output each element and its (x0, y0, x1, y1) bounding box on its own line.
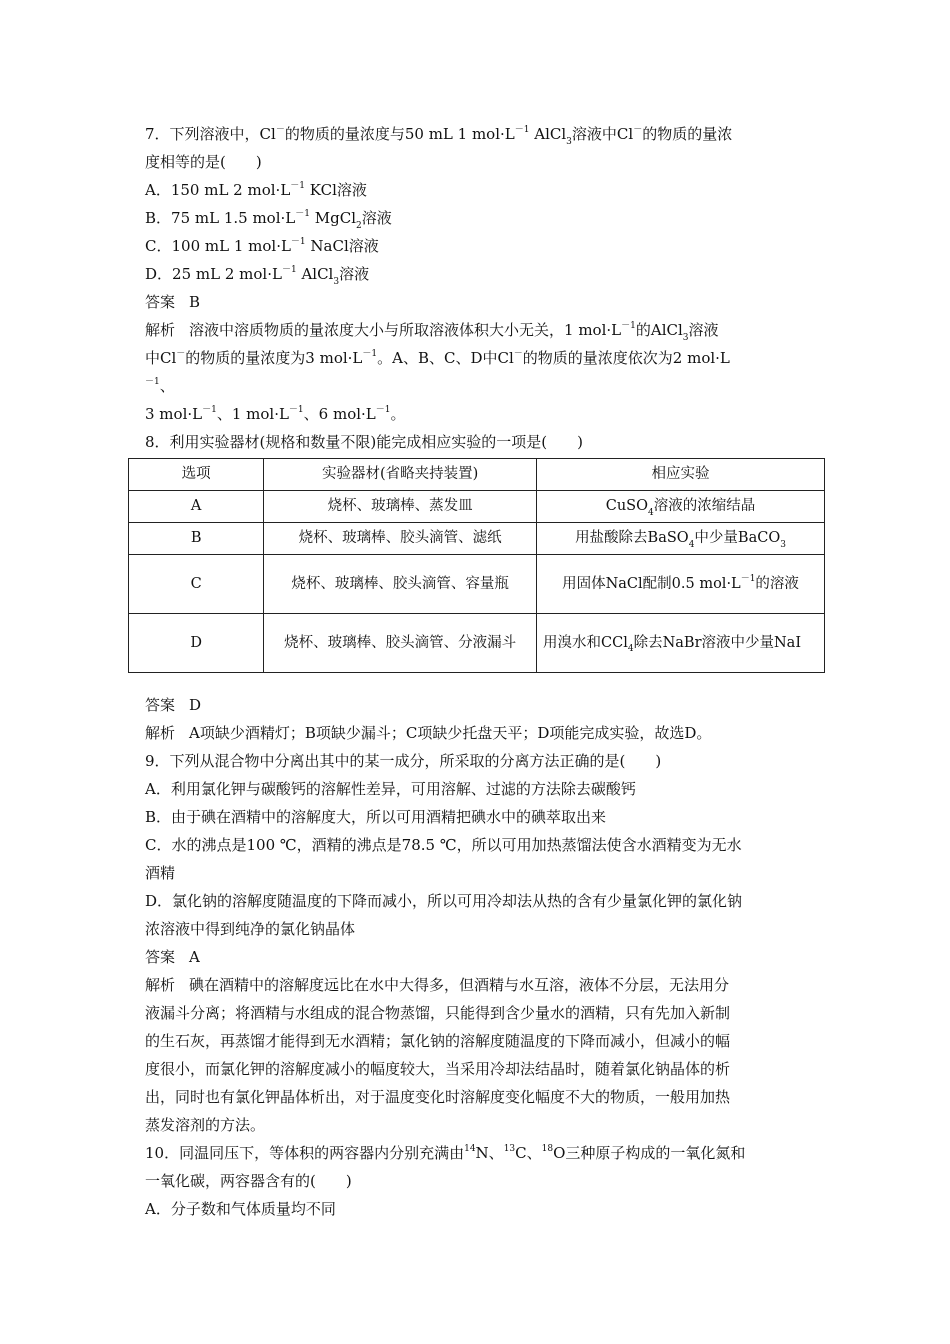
q7-analysis-line2: 中Cl－的物质的量浓度为3 $mol\cdot L^{-1}$。A、B、C、D中Cl－的物质的量浓度依次为2 mol·L (145, 349, 730, 367)
document-page (145, 120, 825, 1223)
q7-option-a: A．150 mL 2 $mol\cdot L^{-1}$ KCl溶液 (145, 181, 367, 199)
table-cell-equipment: 烧杯、玻璃棒、胶头滴管、滤纸 (264, 523, 537, 555)
q7-analysis-line4: 3 $mol\cdot L^{-1}$、1 $mol\cdot L^{-1}$、6 $mol\cdot L^{-1}$。 (145, 405, 406, 423)
table-cell-option: D (129, 614, 264, 673)
table-header-row (129, 459, 825, 491)
table-cell-experiment: CuSO$_4$溶液的浓缩结晶 (537, 491, 825, 523)
q8-answer: 答案 D (145, 696, 202, 714)
table-row (129, 491, 825, 523)
q9-option-c-line2: 酒精 (145, 864, 176, 882)
q9-analysis-line2: 液漏斗分离；将酒精与水组成的混合物蒸馏，只能得到含少量水的酒精，只有先加入新制 (145, 1004, 731, 1022)
table-cell-equipment: 烧杯、玻璃棒、胶头滴管、容量瓶 (264, 555, 537, 614)
q7-answer: 答案 B (145, 293, 201, 311)
q9-analysis-line3: 的生石灰，再蒸馏才能得到无水酒精；氯化钠的溶解度随温度的下降而减小，但减小的幅 (145, 1032, 731, 1050)
q9-option-a: A．利用氯化钾与碳酸钙的溶解性差异，可用溶解、过滤的方法除去碳酸钙 (145, 780, 636, 798)
q7-option-b: B．75 mL 1.5 $mol\cdot L^{-1}$ MgCl$_2$溶液 (145, 209, 392, 231)
q7-analysis-line3: $^{-1}$、 (145, 377, 175, 395)
table-cell-option: B (129, 523, 264, 555)
table-cell-option: C (129, 555, 264, 614)
q9-analysis-line6: 蒸发溶剂的方法。 (145, 1116, 266, 1134)
table-cell-option: A (129, 491, 264, 523)
q7-stem-line2: 度相等的是( ) (145, 153, 262, 171)
q9-stem: 9．下列从混合物中分离出其中的某一成分，所采取的分离方法正确的是( ) (145, 752, 662, 770)
q10-stem-line1: 10．同温同压下，等体积的两容器内分别充满由$^{14}$N、$^{13}$C、$^{18}$O三种原子构成的一氧化氮和 (145, 1144, 746, 1162)
table-row (129, 523, 825, 555)
q9-option-b: B．由于碘在酒精中的溶解度大，所以可用酒精把碘水中的碘萃取出来 (145, 808, 607, 826)
q9-analysis-line4: 度很小，而氯化钾的溶解度减小的幅度较大，当采用冷却法结晶时，随着氯化钠晶体的析 (145, 1060, 731, 1078)
table-cell-experiment: 用固体NaCl配制0.5 $mol\cdot L^{-1}$的溶液 (537, 555, 825, 614)
q8-table (128, 458, 825, 673)
table-cell-equipment: 烧杯、玻璃棒、蒸发皿 (264, 491, 537, 523)
q10-option-a: A．分子数和气体质量均不同 (145, 1200, 336, 1218)
q9-option-c-line1: C．水的沸点是100 ℃，酒精的沸点是78.5 ℃，所以可用加热蒸馏法使含水酒精变为无水 (145, 836, 742, 854)
table-header-cell: 实验器材(省略夹持装置) (264, 459, 537, 491)
table-header-cell: 选项 (129, 459, 264, 491)
q9-answer: 答案 A (145, 948, 200, 966)
q7-option-c: C．100 mL 1 $mol\cdot L^{-1}$ NaCl溶液 (145, 237, 379, 255)
q9-option-d-line2: 浓溶液中得到纯净的氯化钠晶体 (145, 920, 356, 938)
table-cell-experiment: 用溴水和CCl$_4$除去NaBr溶液中少量NaI (537, 614, 825, 673)
q10-stem-line2: 一氧化碳，两容器含有的( ) (145, 1172, 352, 1190)
q7-stem-line1: 7．下列溶液中，Cl－的物质的量浓度与50 mL 1 $mol\cdot L^{-1}$ AlCl$_3$溶液中Cl－的物质的量浓 (145, 125, 733, 147)
table-row (129, 614, 825, 673)
q9-option-d-line1: D．氯化钠的溶解度随温度的下降而减小，所以可用冷却法从热的含有少量氯化钾的氯化钠 (145, 892, 743, 910)
q8-analysis: 解析 A项缺少酒精灯；B项缺少漏斗；C项缺少托盘天平；D项能完成实验，故选D。 (145, 724, 712, 742)
table-cell-equipment: 烧杯、玻璃棒、胶头滴管、分液漏斗 (264, 614, 537, 673)
table-row (129, 555, 825, 614)
q7-option-d: D．25 mL 2 $mol\cdot L^{-1}$ AlCl$_3$溶液 (145, 265, 370, 287)
table-cell-experiment: 用盐酸除去BaSO$_4$中少量BaCO$_3$ (537, 523, 825, 555)
q8-stem: 8．利用实验器材(规格和数量不限)能完成相应实验的一项是( ) (145, 433, 583, 451)
q9-analysis-line1: 解析 碘在酒精中的溶解度远比在水中大得多，但酒精与水互溶，液体不分层，无法用分 (145, 976, 730, 994)
q7-analysis-line1: 解析 溶液中溶质物质的量浓度大小与所取溶液体积大小无关，1 $mol\cdot L^{-1}$的AlCl$_3$溶液 (145, 321, 719, 343)
q9-analysis-line5: 出，同时也有氯化钾晶体析出，对于温度变化时溶解度变化幅度不大的物质，一般用加热 (145, 1088, 731, 1106)
table-header-cell: 相应实验 (537, 459, 825, 491)
